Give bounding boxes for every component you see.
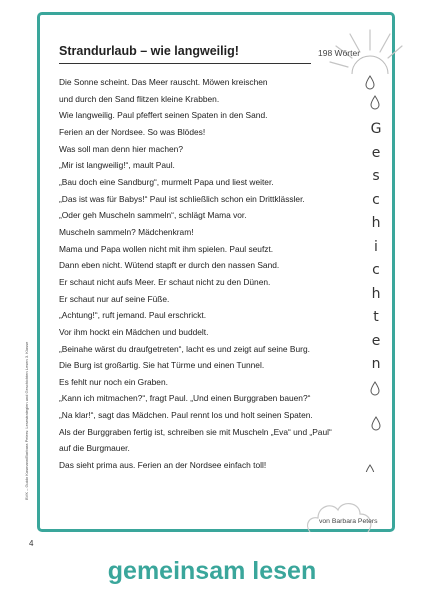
- story-line: Wie langweilig. Paul pfeffert seinen Spaten in den Sand.: [59, 110, 268, 121]
- vertical-word: [365, 121, 387, 380]
- raindrop-icon: [371, 96, 379, 109]
- story-line: Was soll man denn hier machen?: [59, 143, 183, 154]
- story-line: Er schaut nicht aufs Meer. Er schaut nicht zu den Dünen.: [59, 276, 271, 287]
- vertical-letter: e: [371, 332, 381, 349]
- vertical-letter: h: [371, 285, 381, 302]
- raindrop-icon: [372, 417, 380, 430]
- story-line: „Bau doch eine Sandburg“, murmelt Papa und liest weiter.: [59, 176, 274, 187]
- story-line: Dann eben nicht. Wütend stapft er durch den nassen Sand.: [59, 260, 280, 271]
- story-text: [59, 74, 332, 474]
- story-line: „Beinahe wärst du draufgetreten“, lacht es und zeigt auf seine Burg.: [59, 343, 310, 354]
- story-title: Strandurlaub – wie langweilig!: [59, 44, 239, 58]
- vertical-letter: c: [372, 191, 380, 208]
- vertical-letter: h: [371, 215, 381, 231]
- vertical-letter: e: [371, 144, 381, 161]
- story-line: „Mir ist langweilig!“, mault Paul.: [59, 160, 175, 171]
- vertical-letter: c: [372, 262, 380, 278]
- story-line: „Kann ich mitmachen?“, fragt Paul. „Und einen Burggraben bauen?“: [59, 393, 311, 404]
- story-line: Mama und Papa wollen nicht mit ihm spielen. Paul seufzt.: [59, 243, 274, 254]
- author-credit: von Barbara Peters: [319, 518, 378, 525]
- raindrop-icon: [366, 465, 374, 472]
- story-line: „Achtung!“, ruft jemand. Paul erschrickt.: [59, 310, 207, 321]
- story-line: Als der Burggraben fertig ist, schreiben sie mit Muscheln „Eva“ und „Paul“: [59, 426, 332, 437]
- word-count: 198 Wörter: [318, 48, 361, 58]
- story-line: auf die Burgmauer.: [59, 443, 130, 454]
- story-line: Die Sonne scheint. Das Meer rauscht. Möwen kreischen: [59, 77, 268, 87]
- story-line: Muscheln sammeln? Mädchenkram!: [59, 226, 194, 237]
- page-number: 4: [29, 539, 34, 548]
- story-line: Das sieht prima aus. Ferien an der Nordsee einfach toll!: [59, 460, 267, 471]
- vertical-letter: G: [370, 121, 382, 137]
- story-line: Vor ihm hockt ein Mädchen und buddelt.: [59, 326, 209, 337]
- raindrop-icon: [371, 382, 379, 395]
- story-line: „Na klar!“, sagt das Mädchen. Paul rennt los und holt seinen Spaten.: [59, 410, 313, 421]
- footer-title: gemeinsam lesen: [107, 557, 317, 585]
- cloud-illustration: [302, 486, 374, 532]
- publisher-note: BVK – Guido Kasmann/Barbara Peters: Lesestrategien und Geschichten Lesen 3. Klasse: [24, 341, 29, 500]
- title-underline: [59, 63, 311, 64]
- story-line: „Das ist was für Babys!“ Paul ist schließlich schon ein Drittklässler.: [59, 193, 305, 204]
- raindrop-icon: [366, 76, 374, 89]
- vertical-letter: i: [374, 238, 378, 255]
- story-line: Es fehlt nur noch ein Graben.: [59, 376, 168, 387]
- vertical-letter: n: [371, 356, 381, 372]
- story-line: Er schaut nur auf seine Füße.: [59, 293, 170, 304]
- story-line: Die Burg ist großartig. Sie hat Türme und einen Tunnel.: [59, 360, 265, 371]
- vertical-letter: t: [373, 309, 379, 325]
- story-line: und durch den Sand flitzen kleine Krabben.: [59, 93, 220, 104]
- vertical-letter: s: [372, 168, 380, 184]
- story-line: „Oder geh Muscheln sammeln“, schlägt Mama vor.: [59, 210, 247, 221]
- story-line: Ferien an der Nordsee. So was Blödes!: [59, 126, 206, 137]
